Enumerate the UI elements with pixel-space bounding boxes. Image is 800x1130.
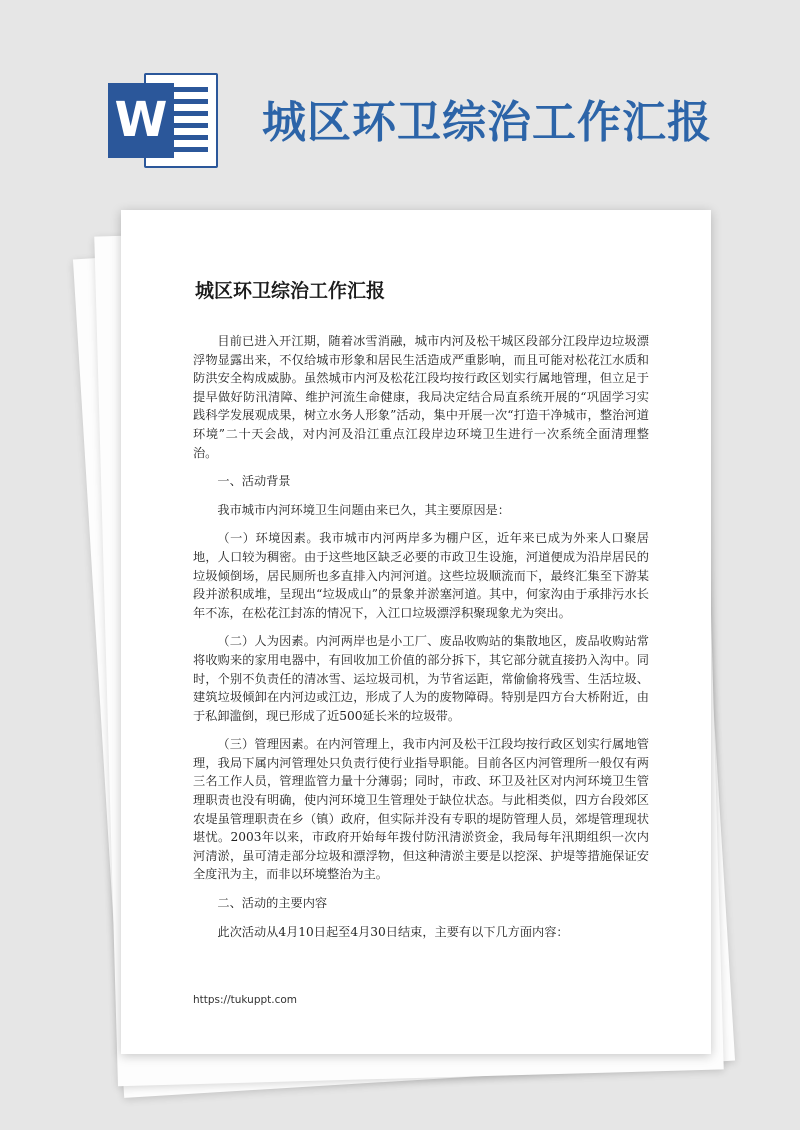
paragraph-reasons-lead: 我市城市内河环境卫生问题由来已久，其主要原因是： <box>217 502 510 517</box>
banner <box>0 0 800 200</box>
word-icon-letter: W <box>108 83 174 158</box>
document-title: 城区环卫综治工作汇报 <box>195 280 386 302</box>
section-heading-main-content: 二、活动的主要内容 <box>217 896 328 911</box>
word-document-icon <box>108 73 218 168</box>
paragraph-management-factor: （三）管理因素。在内河管理上，我市内河及松干江段均按行政区划实行属地管理，我局下属内河管理处只负责行使行业指导职能。目前各区内河管理所一般仅有两三名工作人员，管理监管力量十分薄弱；同时，市政、环卫及社区对内河环境卫生管理职责也没有明确，使内河环境卫生管理处于缺位状态。与此相类似，四方台段郊区农堤虽管理职责在乡（镇）政府，但实际并没有专职的堤防管理人员，郊堤管理现状堪忧。2003年以来，市政府开始每年拨付防汛清淤资金，我局每年汛期组织一次内河清淤，虽可清走部分垃圾和漂浮物，但这种清淤主要是以挖深、护堤等措施保证安全度汛为主，而非以环境整治为主。 <box>193 737 649 882</box>
paragraph-human-factor: （二）人为因素。内河两岸也是小工厂、废品收购站的集散地区，废品收购站常将收购来的家用电器中，有回收加工价值的部分拆下，其它部分就直接扔入沟中。同时，个别不负责任的清冰雪、运垃圾司机，为节省运距，常偷偷将残雪、生活垃圾、建筑垃圾倾卸在内河边或江边，形成了人为的废物障碍。特别是四方台大桥附近，由于私卸滥倒，现已形成了近500延长米的垃圾带。 <box>193 634 649 723</box>
section-heading-background: 一、活动背景 <box>217 474 291 489</box>
banner-title: 城区环卫综治工作汇报 <box>262 97 712 148</box>
footer-url[interactable]: https://tukuppt.com <box>193 994 298 1006</box>
paragraph-environment-factor: （一）环境因素。我市城市内河两岸多为棚户区，近年来已成为外来人口聚居地，人口较为稠密。由于这些地区缺乏必要的市政卫生设施，河道便成为沿岸居民的垃圾倾倒场，居民厕所也多直排入内河河道。这些垃圾顺流而下，最终汇集至下游某段并淤积成堆，呈现出“垃圾成山”的景象并淤塞河道。其中，何家沟由于承排污水长年不冻，在松花江封冻的情况下，入江口垃圾漂浮积聚现象尤为突出。 <box>193 531 649 620</box>
paragraph-intro: 目前已进入开江期，随着冰雪消融，城市内河及松干城区段部分江段岸边垃圾漂浮物显露出来，不仅给城市形象和居民生活造成严重影响，而且可能对松花江水质和防洪安全构成威胁。虽然城市内河及松花江段均按行政区划实行属地管理，但立足于提早做好防汛清障、维护河流生命健康，我局决定结合局直系统开展的“巩固学习实践科学发展观成果，树立水务人形象”活动，集中开展一次“打造干净城市，整治河道环境”二十天会战，对内河及沿江重点江段岸边环境卫生进行一次系统全面清理整治。 <box>193 334 649 460</box>
document-page <box>121 210 711 1054</box>
document-body <box>193 332 649 951</box>
paragraph-activity-dates: 此次活动从4月10日起至4月30日结束，主要有以下几方面内容： <box>217 924 569 939</box>
